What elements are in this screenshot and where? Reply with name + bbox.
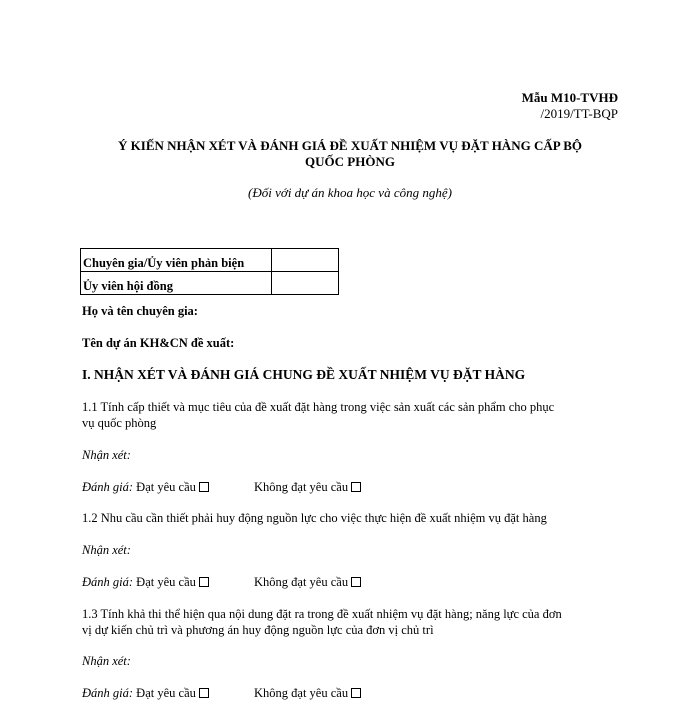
table-row <box>81 249 339 272</box>
pass-label: Đạt yêu cầu <box>136 480 196 494</box>
criterion-1-3-line2: vị dự kiến chủ trì và phương án huy động nguồn lực của đơn vị chủ trì <box>82 623 434 637</box>
criterion-1-1-line1: 1.1 Tính cấp thiết và mục tiêu của đề xuất đặt hàng trong việc sản xuất các sản phẩm cho phục <box>82 400 555 414</box>
section-heading: I. NHẬN XÉT VÀ ĐÁNH GIÁ CHUNG ĐỀ XUẤT NHIỆM VỤ ĐẶT HÀNG <box>82 367 526 382</box>
pass-label: Đạt yêu cầu <box>136 686 196 700</box>
fail-option <box>254 686 361 701</box>
pass-checkbox[interactable] <box>199 577 209 587</box>
role-checkbox-council-member[interactable] <box>272 272 339 295</box>
fail-option <box>254 575 361 590</box>
criterion-1-2-line1: 1.2 Nhu cầu cần thiết phải huy động nguồn lực cho việc thực hiện đề xuất nhiệm vụ đặt hàng <box>82 511 547 525</box>
evaluation-label: Đánh giá: <box>82 575 134 589</box>
evaluation-row <box>82 575 209 590</box>
circular-number: /2019/TT-BQP <box>540 106 618 121</box>
pass-checkbox[interactable] <box>199 688 209 698</box>
criterion-1-3-line1: 1.3 Tính khả thi thể hiện qua nội dung đặt ra trong đề xuất nhiệm vụ đặt hàng; năng lực của đơn <box>82 607 562 621</box>
pass-label: Đạt yêu cầu <box>136 575 196 589</box>
evaluation-label: Đánh giá: <box>82 686 134 700</box>
table-row <box>81 272 339 295</box>
project-name-field: Tên dự án KH&CN đề xuất: <box>82 336 235 350</box>
criterion-1-1-line2: vụ quốc phòng <box>82 416 157 430</box>
document-subtitle: (Đối với dự án khoa học và công nghệ) <box>248 185 452 200</box>
fail-label: Không đạt yêu cầu <box>254 686 349 700</box>
form-code: Mẫu M10-TVHĐ <box>521 90 618 105</box>
role-label-council-member: Ủy viên hội đồng <box>81 272 272 295</box>
fail-option <box>254 480 361 495</box>
comment-label: Nhận xét: <box>82 543 131 557</box>
role-label-reviewer: Chuyên gia/Ủy viên phản biện <box>81 249 272 272</box>
fail-checkbox[interactable] <box>351 688 361 698</box>
role-checkbox-reviewer[interactable] <box>272 249 339 272</box>
fail-checkbox[interactable] <box>351 577 361 587</box>
expert-name-field: Họ và tên chuyên gia: <box>82 304 198 318</box>
document-title-line2: QUỐC PHÒNG <box>305 154 395 169</box>
fail-label: Không đạt yêu cầu <box>254 480 349 494</box>
fail-checkbox[interactable] <box>351 482 361 492</box>
comment-label: Nhận xét: <box>82 448 131 462</box>
fail-label: Không đạt yêu cầu <box>254 575 349 589</box>
evaluation-label: Đánh giá: <box>82 480 134 494</box>
document-title-line1: Ý KIẾN NHẬN XÉT VÀ ĐÁNH GIÁ ĐỀ XUẤT NHIỆM VỤ ĐẶT HÀNG CẤP BỘ <box>118 138 582 153</box>
pass-checkbox[interactable] <box>199 482 209 492</box>
comment-label: Nhận xét: <box>82 654 131 668</box>
evaluation-row <box>82 480 209 495</box>
roles-table <box>80 248 339 295</box>
evaluation-row <box>82 686 209 701</box>
